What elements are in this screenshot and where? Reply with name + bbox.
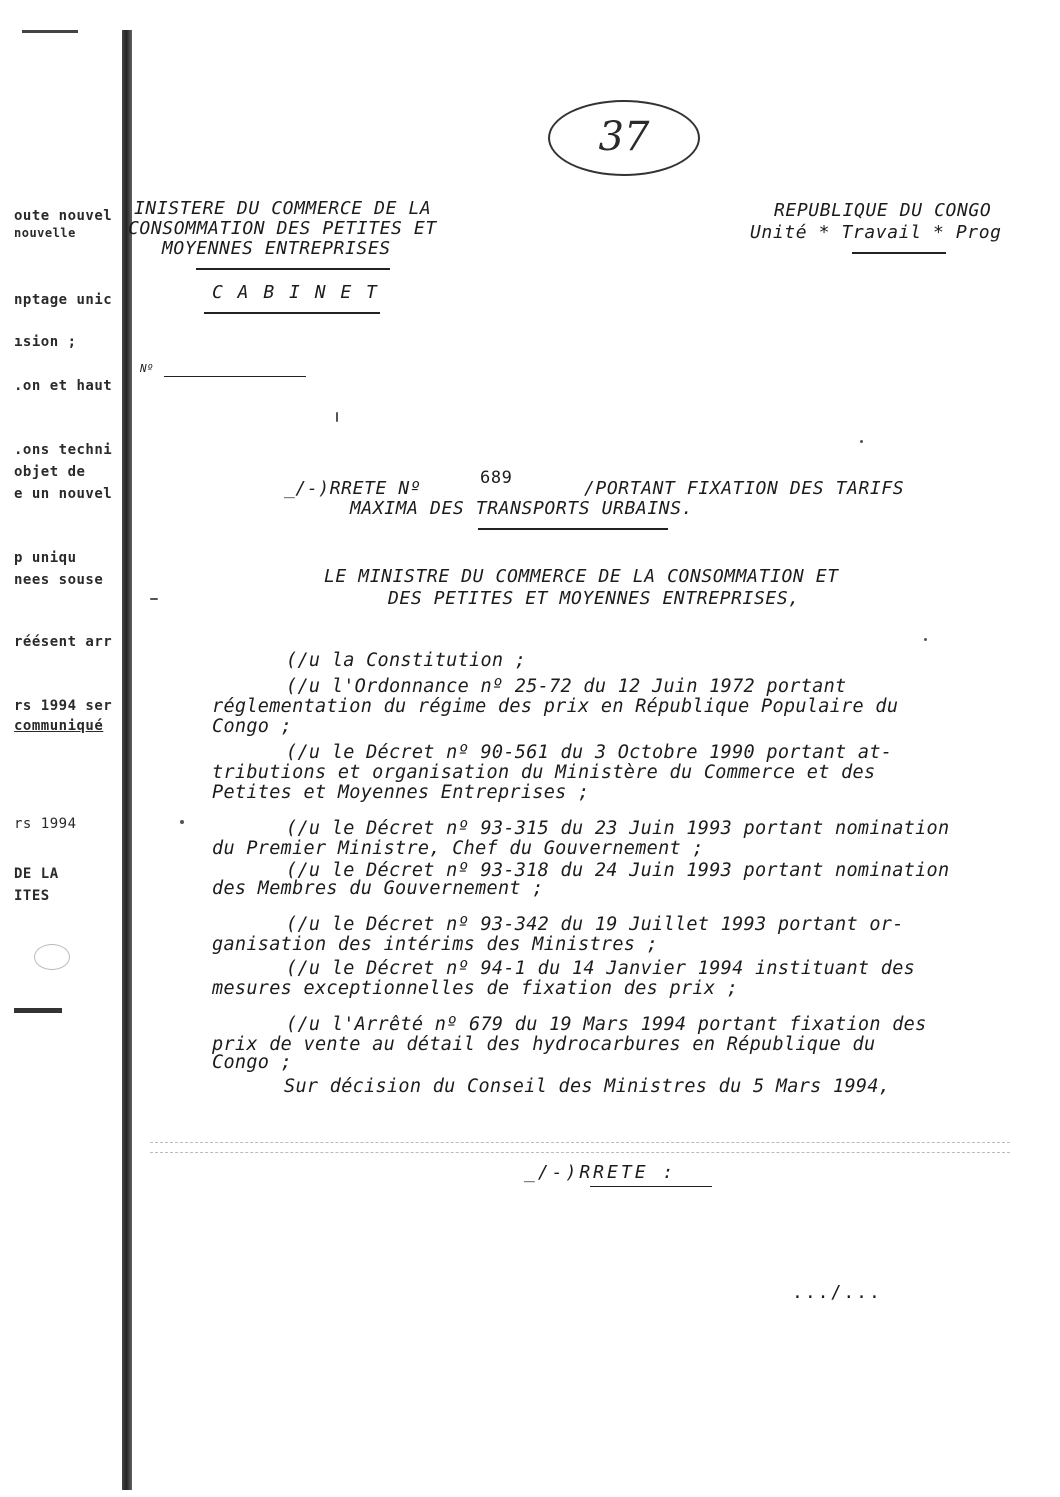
edge-fragment: .ons techni <box>14 442 113 458</box>
speck <box>860 440 863 443</box>
continuation-mark: .../... <box>792 1282 882 1303</box>
title-rule <box>478 528 668 530</box>
bleed-through <box>150 1152 1010 1154</box>
preamble-line: (/u le Décret nº 93-315 du 23 Juin 1993 portant nomination <box>286 818 950 839</box>
preamble-line: (/u le Décret nº 93-318 du 24 Juin 1993 portant nomination <box>286 860 950 881</box>
edge-fragment: nptage unic <box>14 292 113 308</box>
page-number-stamp <box>548 100 700 176</box>
ministry-line-1: INISTERE DU COMMERCE DE LA <box>134 198 432 219</box>
edge-fragment: nouvelle <box>14 226 76 240</box>
minister-line-2: DES PETITES ET MOYENNES ENTREPRISES, <box>388 588 800 609</box>
edge-fragment: ısion ; <box>14 334 77 350</box>
decree-number: 689 <box>480 468 513 488</box>
edge-smudge <box>14 1008 62 1013</box>
preamble-line: réglementation du régime des prix en République Populaire du <box>212 696 899 717</box>
edge-fragment: DE LA <box>14 866 59 882</box>
header-rule <box>196 268 390 270</box>
speck <box>180 820 184 824</box>
cabinet-label: C A B I N E T <box>212 282 379 303</box>
motto-rule <box>852 252 946 254</box>
edge-smudge <box>34 944 70 970</box>
decree-title-suffix: /PORTANT FIXATION DES TARIFS <box>584 478 905 499</box>
edge-fragment: objet de <box>14 464 86 480</box>
edge-fragment: oute nouvel <box>14 208 113 224</box>
country-motto: Unité * Travail * Prog <box>750 222 1002 243</box>
edge-fragment: .on et haut <box>14 378 113 394</box>
edge-fragment: p uniqu <box>14 550 77 566</box>
page-number: 37 <box>598 114 650 160</box>
preamble-line: du Premier Ministre, Chef du Gouvernement ; <box>212 838 704 859</box>
reference-prefix: Nº <box>140 362 154 375</box>
preamble-line: Congo ; <box>212 1052 293 1073</box>
preamble-line: (/u le Décret nº 93-342 du 19 Juillet 1993 portant or- <box>286 914 904 935</box>
edge-fragment: rs 1994 ser <box>14 698 113 714</box>
country-name: REPUBLIQUE DU CONGO <box>774 200 992 221</box>
cabinet-rule <box>204 312 380 314</box>
preamble-line: (/u l'Arrêté nº 679 du 19 Mars 1994 portant fixation des <box>286 1014 927 1035</box>
binding-shadow <box>122 30 132 1490</box>
decree-title-prefix: _/-)RRETE Nº <box>284 478 422 499</box>
preamble-line: Petites et Moyennes Entreprises ; <box>212 782 590 803</box>
edge-fragment: e un nouvel <box>14 486 113 502</box>
preamble-line: (/u le Décret nº 90-561 du 3 Octobre 1990 portant at- <box>286 742 893 763</box>
edge-fragment: communiqué <box>14 718 104 734</box>
speck <box>150 598 158 600</box>
preamble-line: des Membres du Gouvernement ; <box>212 878 544 899</box>
preamble-line: Sur décision du Conseil des Ministres du 5 Mars 1994, <box>284 1076 891 1097</box>
preamble-line: Congo ; <box>212 716 293 737</box>
speck <box>336 412 338 422</box>
preamble-line: tributions et organisation du Ministère du Commerce et des <box>212 762 876 783</box>
preamble-line: mesures exceptionnelles de fixation des prix ; <box>212 978 739 999</box>
bleed-through <box>150 1142 1010 1144</box>
edge-fragment: réésent arr <box>14 634 113 650</box>
preamble-line: (/u l'Ordonnance nº 25-72 du 12 Juin 1972 portant <box>286 676 847 697</box>
edge-fragment: ITES <box>14 888 50 904</box>
ministry-line-2: CONSOMMATION DES PETITES ET <box>128 218 437 239</box>
preamble-line: ganisation des intérims des Ministres ; <box>212 934 659 955</box>
decree-title-line-2: MAXIMA DES TRANSPORTS URBAINS. <box>350 498 694 519</box>
ministry-line-3: MOYENNES ENTREPRISES <box>162 238 391 259</box>
arrete-heading: _/-)RRETE : <box>524 1162 677 1183</box>
speck <box>924 638 927 641</box>
edge-fragment: nees souse <box>14 572 104 588</box>
arrete-rule <box>590 1186 712 1187</box>
preamble-line: (/u le Décret nº 94-1 du 14 Janvier 1994 instituant des <box>286 958 916 979</box>
minister-line-1: LE MINISTRE DU COMMERCE DE LA CONSOMMATION ET <box>324 566 839 587</box>
reference-rule <box>164 376 306 377</box>
preamble-line: prix de vente au détail des hydrocarbures en République du <box>212 1034 876 1055</box>
edge-fragment: rs 1994 <box>14 816 77 832</box>
preamble-line: (/u la Constitution ; <box>286 650 527 671</box>
edge-smudge <box>22 30 78 33</box>
